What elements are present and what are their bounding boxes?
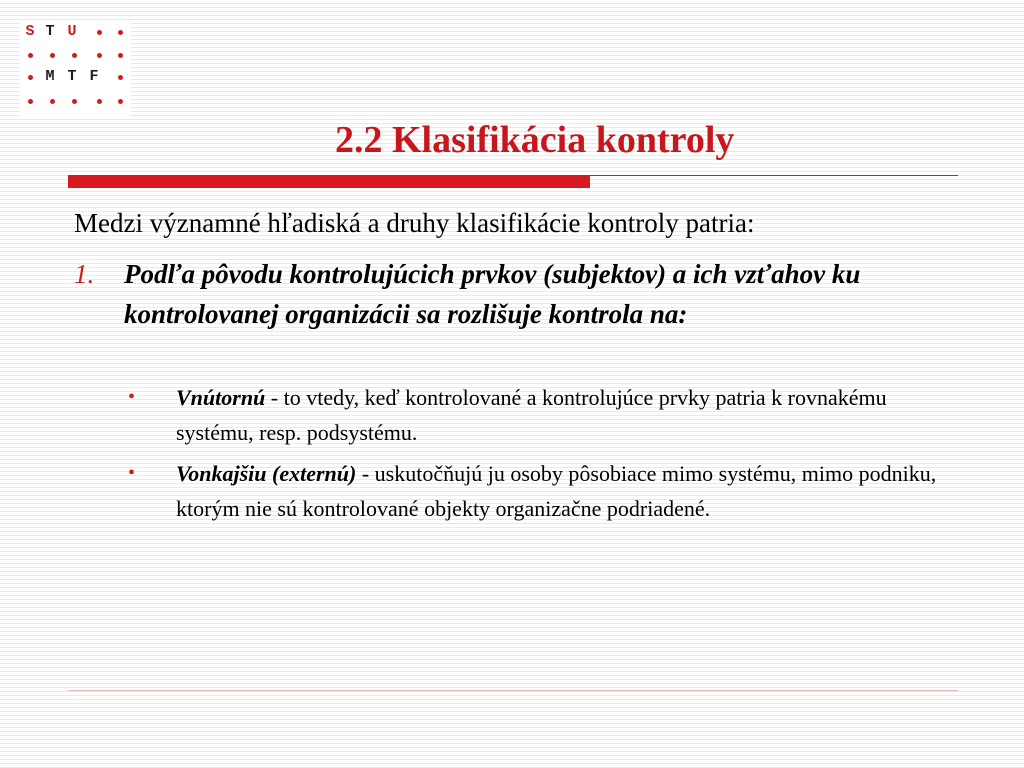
bullet-text: [176, 380, 946, 450]
logo-dot: [118, 30, 123, 35]
logo-dot: [118, 53, 123, 58]
logo-letter-s: S: [25, 23, 35, 40]
logo-dot: [118, 75, 123, 80]
intro-text: Medzi významné hľadiská a druhy klasifikácie kontroly patria:: [74, 208, 755, 238]
logo-letter-f: F: [89, 68, 99, 85]
point-number: 1.: [74, 259, 95, 289]
logo-letter-u: U: [67, 23, 77, 40]
logo-dot: [50, 53, 55, 58]
logo-dot: [28, 53, 33, 58]
logo-dot: [28, 99, 33, 104]
logo-letter-t: T: [67, 68, 77, 85]
stu-mtf-logo: [20, 20, 130, 116]
bullet-term: Vonkajšiu (externú): [176, 461, 357, 486]
bullet-icon: •: [128, 462, 136, 484]
logo-dot: [72, 53, 77, 58]
bullet-term: Vnútornú: [176, 385, 266, 410]
logo-letter-t: T: [45, 23, 55, 40]
footer-divider: [68, 690, 958, 691]
logo-dot: [28, 75, 33, 80]
logo-dot: [72, 99, 77, 104]
title-underline-line: [590, 175, 958, 176]
logo-dot: [50, 99, 55, 104]
logo-dot: [118, 99, 123, 104]
bullet-description: - uskutočňujú ju osoby pôsobiace mimo systému, mimo podniku, ktorým nie sú kontrolované objekty organizačne podriadené.: [176, 461, 937, 521]
logo-dot: [97, 99, 102, 104]
title-underline-bar: [68, 175, 590, 188]
logo-letter-m: M: [45, 68, 55, 85]
bullet-icon: •: [128, 386, 136, 408]
bullet-text: [176, 456, 946, 526]
bullet-description: - to vtedy, keď kontrolované a kontrolujúce prvky patria k rovnakému systému, resp. podsystému.: [176, 385, 887, 445]
logo-dot: [97, 30, 102, 35]
point-text: Podľa pôvodu kontrolujúcich prvkov (subjektov) a ich vzťahov ku kontrolovanej organizácii sa rozlišuje kontrola na:: [124, 259, 861, 329]
slide-title: 2.2 Klasifikácia kontroly: [335, 119, 735, 161]
logo-dot: [97, 53, 102, 58]
